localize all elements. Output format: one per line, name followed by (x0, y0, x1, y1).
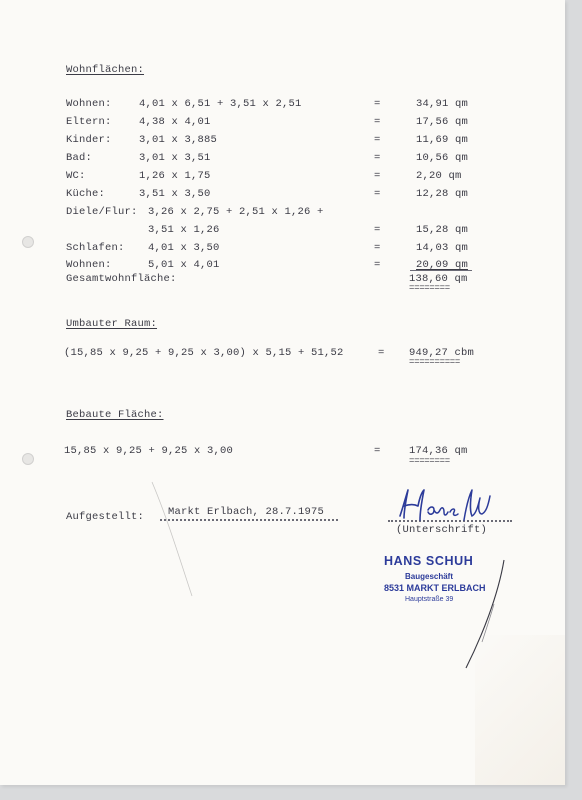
bebaute-value: 174,36 qm (409, 445, 468, 457)
handwritten-signature (392, 486, 502, 526)
total-double-underline: ======== (409, 283, 450, 293)
room-name: Diele/Flur: (66, 206, 138, 218)
room-value: 14,03 qm (416, 242, 469, 254)
room-calc: 1,26 x 1,75 (139, 170, 211, 182)
sum-rule (410, 270, 472, 271)
room-name: Eltern: (66, 116, 112, 128)
room-eq: = (374, 134, 381, 146)
room-name: Wohnen: (66, 259, 112, 271)
total-label: Gesamtwohnfläche: (66, 273, 177, 285)
stamp-line-2: 8531 MARKT ERLBACH (384, 583, 486, 593)
room-eq: = (374, 188, 381, 200)
room-value-last: 20,09 qm (416, 259, 469, 271)
room-value: 15,28 qm (416, 224, 469, 236)
room-eq: = (374, 242, 381, 254)
heading-umbauter-raum: Umbauter Raum: (66, 318, 158, 330)
room-calc: 3,01 x 3,51 (139, 152, 211, 164)
heading-bebaute-flaeche: Bebaute Fläche: (66, 409, 164, 421)
bebaute-eq: = (374, 445, 381, 457)
room-eq: = (374, 98, 381, 110)
heading-wohnflaechen: Wohnflächen: (66, 64, 145, 76)
stamp-line-3: Hauptstraße 39 (405, 596, 454, 603)
bebaute-double-underline: ======== (409, 456, 450, 466)
punch-hole-top (22, 236, 34, 248)
room-calc: 3,51 x 1,26 (148, 224, 220, 236)
pen-stroke-mark (460, 556, 510, 676)
total-value: 138,60 qm (409, 273, 468, 285)
room-value: 12,28 qm (416, 188, 469, 200)
faint-pencil-line (150, 480, 210, 600)
room-name: Wohnen: (66, 98, 112, 110)
room-calc: 4,01 x 3,50 (148, 242, 220, 254)
aufgestellt-label: Aufgestellt: (66, 511, 145, 523)
room-calc: 5,01 x 4,01 (148, 259, 220, 271)
room-value: 2,20 qm (416, 170, 462, 182)
room-value: 11,69 qm (416, 134, 469, 146)
room-calc: 4,01 x 6,51 + 3,51 x 2,51 (139, 98, 302, 110)
punch-hole-bottom (22, 453, 34, 465)
aufgestellt-place-date: Markt Erlbach, 28.7.1975 (168, 506, 325, 518)
room-name: Bad: (66, 152, 93, 164)
room-calc: 3,26 x 2,75 + 2,51 x 1,26 + (148, 206, 324, 218)
unterschrift-label: (Unterschrift) (396, 524, 488, 536)
room-value: 10,56 qm (416, 152, 469, 164)
room-value: 17,56 qm (416, 116, 469, 128)
room-calc: 4,38 x 4,01 (139, 116, 211, 128)
room-name: Schlafen: (66, 242, 125, 254)
stamp-company-name: HANS SCHUH (384, 554, 474, 568)
room-eq: = (374, 259, 381, 271)
room-eq: = (374, 170, 381, 182)
room-eq: = (374, 116, 381, 128)
room-name: Küche: (66, 188, 106, 200)
room-calc: 3,01 x 3,885 (139, 134, 218, 146)
umbauter-double-underline: ========== (409, 357, 461, 367)
room-value: 34,91 qm (416, 98, 469, 110)
umbauter-eq: = (378, 347, 385, 359)
room-name: WC: (66, 170, 86, 182)
stamp-line-1: Baugeschäft (405, 572, 454, 581)
bebaute-formula: 15,85 x 9,25 + 9,25 x 3,00 (64, 445, 234, 457)
room-calc: 3,51 x 3,50 (139, 188, 211, 200)
room-eq: = (374, 224, 381, 236)
room-eq: = (374, 152, 381, 164)
umbauter-formula: (15,85 x 9,25 + 9,25 x 3,00) x 5,15 + 51,52 (64, 347, 344, 359)
room-name: Kinder: (66, 134, 112, 146)
umbauter-value: 949,27 cbm (409, 347, 475, 359)
